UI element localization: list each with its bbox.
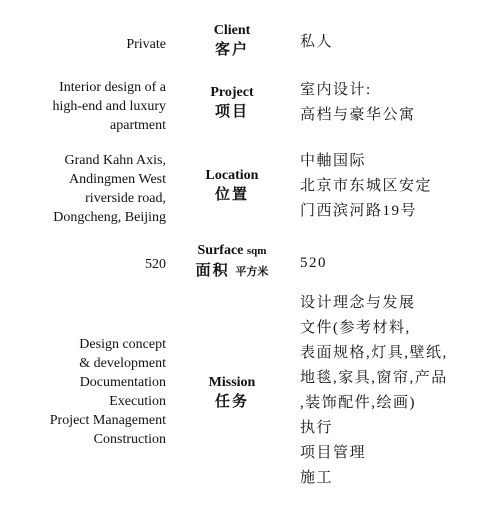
mission-value-cn-line: 执行 [300, 420, 334, 436]
mission-value-cn-line: ,装饰配件,绘画) [300, 395, 416, 411]
project-value-cn [300, 78, 416, 128]
surface-label-cn-unit: 平方米 [235, 266, 269, 278]
location-value-en-line: Dongcheng, Beijing [53, 210, 166, 225]
project-value-cn-line: 室内设计: [300, 82, 372, 98]
client-label-en: Client [213, 23, 251, 38]
location-value-cn [300, 149, 432, 224]
location-value-cn-line: 北京市东城区安定 [300, 178, 433, 194]
mission-value-en-line: Design concept [79, 337, 166, 352]
mission-value-en-line: Execution [109, 394, 166, 409]
location-value-en-line: Andingmen West [69, 172, 166, 187]
project-label-en: Project [210, 85, 254, 100]
surface-label-en-text: Surface [197, 243, 244, 258]
location-value-en [53, 151, 166, 227]
surface-label-cn-text: 面积 [195, 263, 230, 279]
location-value-cn-line: 中軸国际 [300, 153, 367, 169]
location-value-en-line: riverside road, [85, 191, 166, 206]
client-label [168, 22, 296, 61]
mission-value-en-line: Construction [93, 432, 166, 447]
mission-value-cn [300, 291, 448, 491]
mission-value-en-line: Project Management [49, 413, 166, 428]
mission-label [168, 374, 296, 413]
mission-value-cn-line: 表面规格,灯具,壁纸, [300, 345, 448, 361]
surface-label-en-unit: sqm [246, 245, 267, 257]
surface-label [168, 242, 296, 283]
location-label-cn: 位置 [214, 187, 249, 203]
mission-value-cn-line: 设计理念与发展 [300, 295, 416, 311]
client-value-en: Private [126, 37, 166, 52]
project-value-en-line: apartment [110, 118, 166, 133]
client-value-cn: 私人 [300, 34, 334, 50]
location-value-en-line: Grand Kahn Axis, [64, 153, 166, 168]
mission-value-en-line: Documentation [79, 375, 166, 390]
mission-label-cn: 任务 [214, 394, 249, 410]
project-value-en [52, 78, 166, 135]
project-value-en-line: Interior design of a [59, 80, 166, 95]
project-label [168, 84, 296, 123]
project-value-en-line: high-end and luxury [52, 99, 166, 114]
mission-value-cn-line: 项目管理 [300, 445, 367, 461]
mission-value-en-line: & development [79, 356, 166, 371]
project-label-cn: 项目 [214, 104, 249, 120]
mission-value-cn-line: 文件(参考材料, [300, 320, 411, 336]
location-label [168, 167, 296, 206]
mission-label-en: Mission [208, 375, 256, 390]
location-label-en: Location [205, 168, 259, 183]
mission-value-cn-line: 施工 [300, 470, 334, 486]
surface-label-en [168, 242, 296, 260]
location-value-cn-line: 门西滨河路19号 [300, 203, 418, 219]
client-label-cn: 客户 [214, 42, 249, 58]
surface-value-en: 520 [145, 257, 166, 272]
surface-label-cn [168, 260, 296, 283]
mission-value-en [50, 335, 166, 449]
project-value-cn-line: 高档与豪华公寓 [300, 107, 416, 123]
surface-value-cn: 520 [300, 255, 327, 271]
mission-value-cn-line: 地毯,家具,窗帘,产品 [300, 370, 448, 386]
